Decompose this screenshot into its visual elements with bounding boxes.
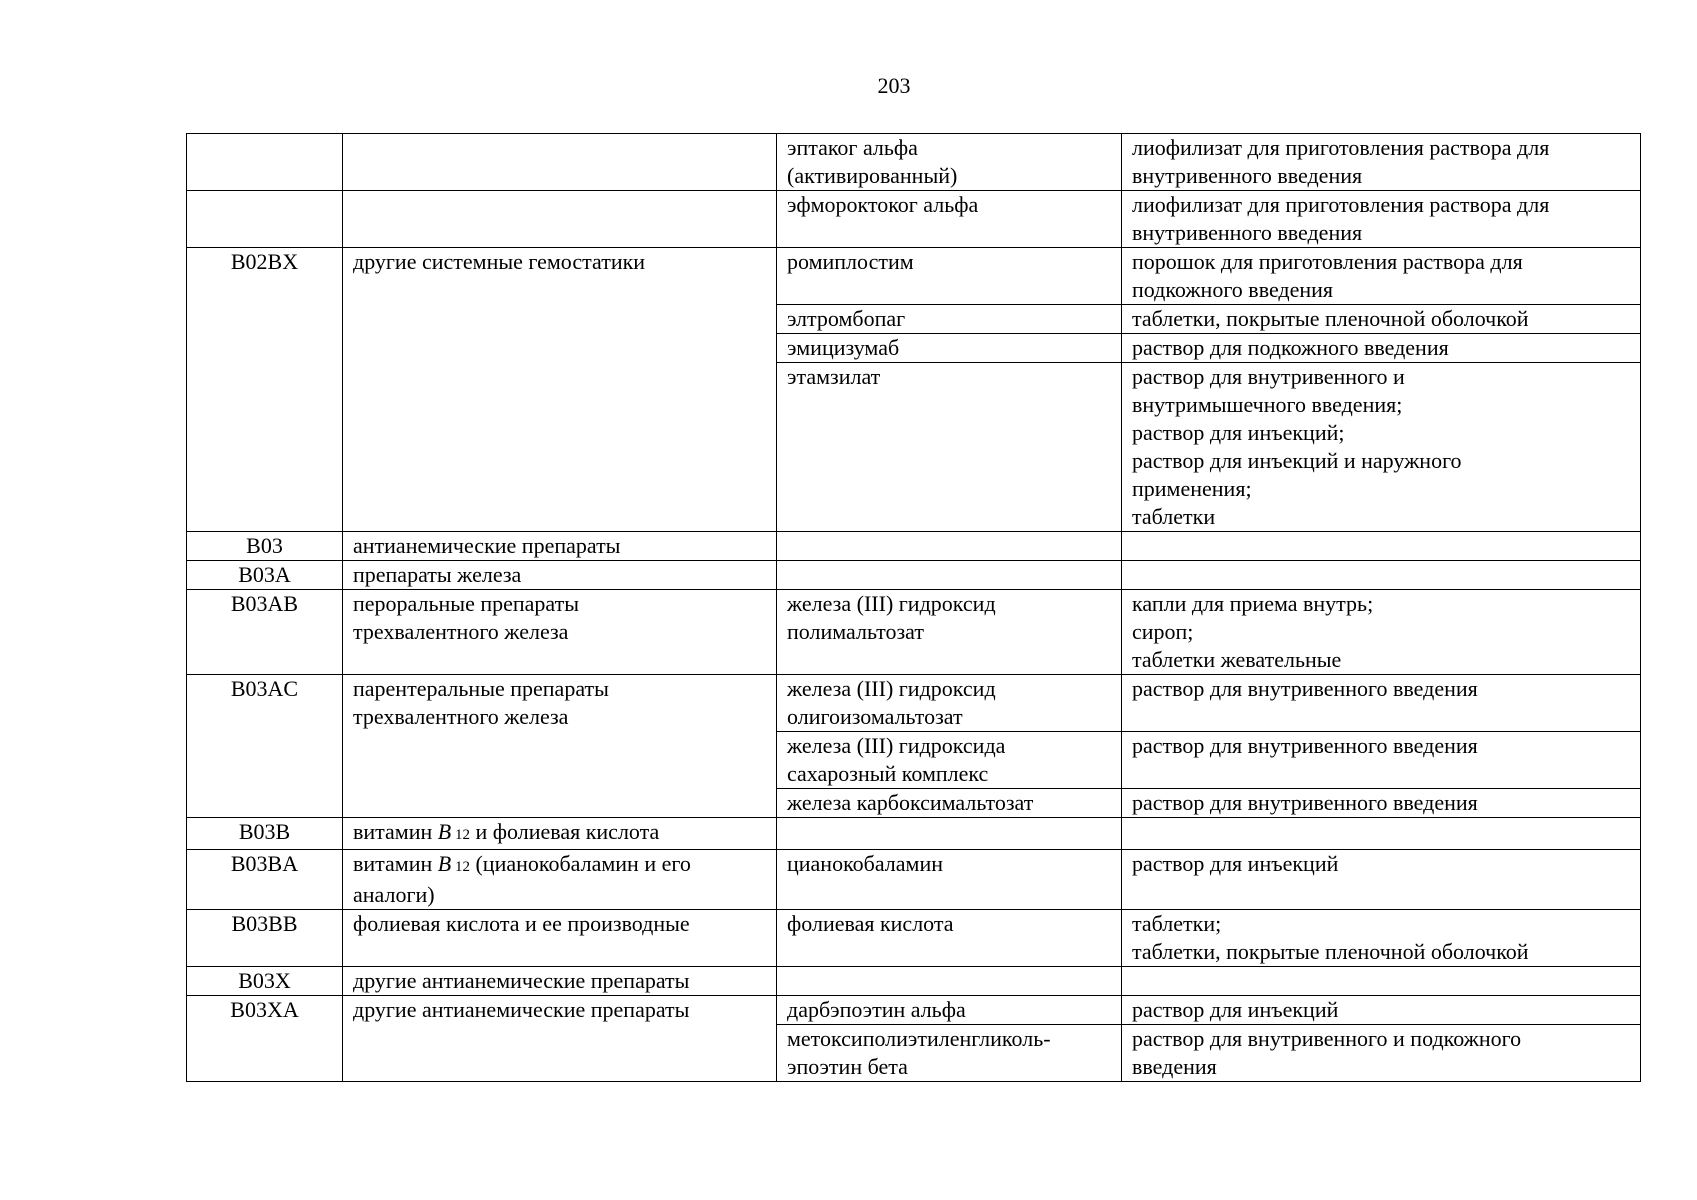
- drug-cell: [777, 532, 1122, 561]
- group-cell: фолиевая кислота и ее производные: [343, 910, 777, 967]
- group-cell: [343, 850, 777, 910]
- dosage-form-cell: капли для приема внутрь; сироп; таблетки жевательные: [1122, 590, 1641, 675]
- drug-cell: фолиевая кислота: [777, 910, 1122, 967]
- table-row: [187, 818, 1641, 850]
- group-cell: парентеральные препараты трехвалентного железа: [343, 675, 777, 818]
- drug-cell: ромиплостим: [777, 248, 1122, 305]
- drug-cell: этамзилат: [777, 363, 1122, 532]
- drug-cell: эфмороктоког альфа: [777, 191, 1122, 248]
- group-cell: препараты железа: [343, 561, 777, 590]
- atc-code-cell: B03: [187, 532, 343, 561]
- drug-cell: [777, 818, 1122, 850]
- atc-code-cell: B02BX: [187, 248, 343, 532]
- group-italic-letter: B: [437, 819, 452, 844]
- dosage-form-cell: раствор для подкожного введения: [1122, 334, 1641, 363]
- group-subscript: 12: [451, 827, 470, 843]
- group-cell: [343, 134, 777, 191]
- drug-cell: эптаког альфа (активированный): [777, 134, 1122, 191]
- drug-cell: метоксиполиэтиленгликоль- эпоэтин бета: [777, 1025, 1122, 1082]
- drug-cell: элтромбопаг: [777, 305, 1122, 334]
- table-row: [187, 996, 1641, 1025]
- table-row: [187, 850, 1641, 910]
- group-cell: другие антианемические препараты: [343, 996, 777, 1082]
- table-row: [187, 590, 1641, 675]
- dosage-form-cell: раствор для внутривенного и внутримышечного введения; раствор для инъекций; раствор для инъекций и наружного применения; таблетки: [1122, 363, 1641, 532]
- dosage-form-cell: порошок для приготовления раствора для подкожного введения: [1122, 248, 1641, 305]
- group-text: витамин: [353, 819, 438, 844]
- atc-code-cell: B03BB: [187, 910, 343, 967]
- group-text: витамин: [353, 851, 438, 876]
- drug-cell: железа (III) гидроксид олигоизомальтозат: [777, 675, 1122, 732]
- table-row: [187, 675, 1641, 732]
- atc-code-cell: B03XA: [187, 996, 343, 1082]
- atc-code-cell: B03X: [187, 967, 343, 996]
- drug-cell: [777, 967, 1122, 996]
- dosage-form-cell: раствор для внутривенного введения: [1122, 675, 1641, 732]
- table-row: [187, 967, 1641, 996]
- atc-code-cell: B03AC: [187, 675, 343, 818]
- dosage-form-cell: раствор для инъекций: [1122, 996, 1641, 1025]
- dosage-form-cell: раствор для внутривенного введения: [1122, 789, 1641, 818]
- drug-cell: [777, 561, 1122, 590]
- dosage-form-cell: раствор для внутривенного и подкожного введения: [1122, 1025, 1641, 1082]
- drug-cell: железа карбоксимальтозат: [777, 789, 1122, 818]
- drug-table: [186, 133, 1641, 1082]
- group-text: (цианокобаламин и его аналоги): [353, 851, 691, 907]
- dosage-form-cell: лиофилизат для приготовления раствора для внутривенного введения: [1122, 191, 1641, 248]
- dosage-form-cell: [1122, 561, 1641, 590]
- group-cell: другие системные гемостатики: [343, 248, 777, 532]
- table-row: [187, 910, 1641, 967]
- dosage-form-cell: лиофилизат для приготовления раствора для внутривенного введения: [1122, 134, 1641, 191]
- drug-cell: эмицизумаб: [777, 334, 1122, 363]
- drug-cell: цианокобаламин: [777, 850, 1122, 910]
- drug-cell: железа (III) гидроксид полимальтозат: [777, 590, 1122, 675]
- atc-code-cell: B03BA: [187, 850, 343, 910]
- drug-cell: дарбэпоэтин альфа: [777, 996, 1122, 1025]
- group-italic-letter: B: [437, 851, 452, 876]
- dosage-form-cell: [1122, 818, 1641, 850]
- table-row: [187, 248, 1641, 305]
- table-row: [187, 134, 1641, 191]
- dosage-form-cell: раствор для инъекций: [1122, 850, 1641, 910]
- atc-code-cell: [187, 134, 343, 191]
- table-row: [187, 561, 1641, 590]
- dosage-form-cell: таблетки; таблетки, покрытые пленочной оболочкой: [1122, 910, 1641, 967]
- group-cell: пероральные препараты трехвалентного железа: [343, 590, 777, 675]
- group-subscript: 12: [451, 859, 470, 875]
- dosage-form-cell: [1122, 532, 1641, 561]
- dosage-form-cell: таблетки, покрытые пленочной оболочкой: [1122, 305, 1641, 334]
- drug-cell: железа (III) гидроксида сахарозный комплекс: [777, 732, 1122, 789]
- table-row: [187, 532, 1641, 561]
- group-cell: [343, 818, 777, 850]
- group-cell: [343, 191, 777, 248]
- dosage-form-cell: раствор для внутривенного введения: [1122, 732, 1641, 789]
- group-text: и фолиевая кислота: [469, 819, 660, 844]
- page-number: 203: [877, 73, 911, 98]
- dosage-form-cell: [1122, 967, 1641, 996]
- atc-code-cell: B03AB: [187, 590, 343, 675]
- atc-code-cell: [187, 191, 343, 248]
- group-cell: антианемические препараты: [343, 532, 777, 561]
- atc-code-cell: B03A: [187, 561, 343, 590]
- atc-code-cell: B03B: [187, 818, 343, 850]
- table-row: [187, 191, 1641, 248]
- group-cell: другие антианемические препараты: [343, 967, 777, 996]
